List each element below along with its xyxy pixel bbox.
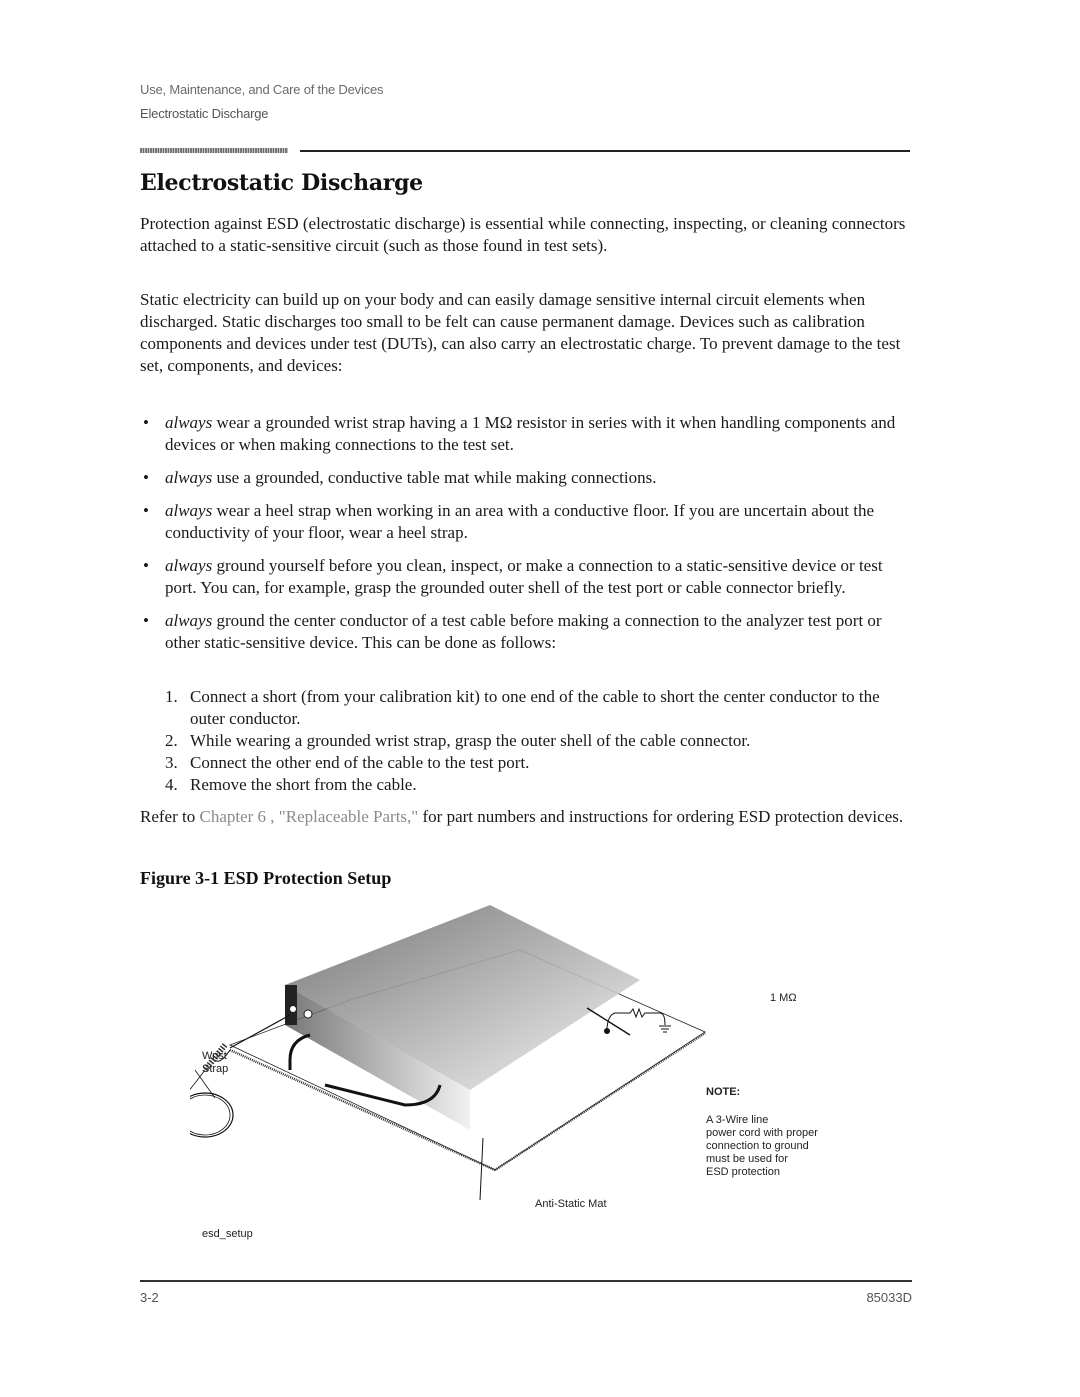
step-number: 4.: [165, 775, 178, 794]
resistor-label: 1 MΩ: [770, 992, 797, 1004]
bullet-icon: •: [143, 501, 149, 520]
bullet-icon: •: [143, 611, 149, 630]
footer-rule: [140, 1280, 912, 1282]
figure-title: Figure 3-1 ESD Protection Setup: [140, 868, 392, 888]
step-item: [165, 752, 915, 774]
bullet-icon: •: [143, 556, 149, 575]
emphasis: always: [165, 556, 213, 575]
note-line: must be used for: [706, 1153, 788, 1165]
bullet-icon: •: [143, 468, 149, 487]
step-number: 2.: [165, 731, 178, 750]
wrist-strap-label: [202, 1050, 228, 1076]
running-header-section: Electrostatic Discharge: [140, 106, 269, 121]
note-heading: NOTE:: [706, 1086, 741, 1098]
step-text: Connect a short (from your calibration kit) to one end of the cable to short the center conductor to the outer conductor.: [190, 687, 880, 728]
step-text: Connect the other end of the cable to the test port.: [190, 753, 530, 772]
refer-suffix: for part numbers and instructions for ordering ESD protection devices.: [418, 807, 904, 826]
note-line: connection to ground: [706, 1140, 809, 1152]
step-number: 1.: [165, 687, 178, 706]
header-rule: [300, 150, 910, 152]
figure-file-id: esd_setup: [202, 1228, 253, 1240]
step-item: [165, 686, 915, 730]
emphasis: always: [165, 413, 213, 432]
chapter-cross-reference-link[interactable]: Chapter 6 , "Replaceable Parts,": [199, 807, 419, 826]
list-item: [140, 500, 915, 544]
list-item: [140, 555, 915, 599]
item-text: wear a heel strap when working in an area with a conductive floor. If you are uncertain about the conductivity of your floor, wear a heel strap.: [165, 501, 875, 542]
item-text: ground yourself before you clean, inspect, or make a connection to a static-sensitive device or test port. You can, for example, grasp the grounded outer shell of the test port or cable connector briefly.: [165, 556, 883, 597]
device-top: [285, 905, 640, 1090]
static-paragraph: Static electricity can build up on your body and can easily damage sensitive internal circuit elements when discharged. Static discharges too small to be felt can cause permanent damage. Devices such as calibration components and devices under test (DUTs), can also carry an electrostatic charge. To prevent damage to the test set, components, and devices:: [140, 290, 901, 375]
note-text: [706, 1114, 818, 1179]
grounding-steps: [165, 686, 915, 796]
note-line: A 3-Wire line: [706, 1114, 769, 1126]
refer-paragraph: [140, 806, 915, 828]
esd-setup-figure: [190, 900, 890, 1250]
emphasis: always: [165, 501, 213, 520]
list-item: [140, 467, 915, 489]
step-number: 3.: [165, 753, 178, 772]
page-number: 3-2: [140, 1290, 159, 1305]
emphasis: always: [165, 611, 213, 630]
intro-paragraph: Protection against ESD (electrostatic discharge) is essential while connecting, inspecting, or cleaning connectors attached to a static-sensitive circuit (such as those found in test sets).: [140, 214, 906, 255]
refer-prefix: Refer to: [140, 807, 200, 826]
bullet-icon: •: [143, 413, 149, 432]
item-text: use a grounded, conductive table mat while making connections.: [212, 468, 657, 487]
step-item: [165, 774, 915, 796]
page-title: Electrostatic Discharge: [140, 170, 423, 196]
model-number: 85033D: [866, 1290, 912, 1305]
item-text: ground the center conductor of a test cable before making a connection to the analyzer test port or other static-sensitive device. This can be done as follows:: [165, 611, 882, 652]
header-hatch-rule: [140, 148, 288, 153]
anti-static-mat-label: Anti-Static Mat: [535, 1198, 607, 1210]
list-item: [140, 610, 915, 654]
step-text: While wearing a grounded wrist strap, grasp the outer shell of the cable connector.: [190, 731, 751, 750]
note-line: power cord with proper: [706, 1127, 818, 1139]
emphasis: always: [165, 468, 213, 487]
label-line: Strap: [202, 1063, 229, 1075]
note-line: ESD protection: [706, 1166, 780, 1178]
precautions-list: [140, 412, 915, 665]
step-item: [165, 730, 915, 752]
step-text: Remove the short from the cable.: [190, 775, 417, 794]
item-text: wear a grounded wrist strap having a 1 MΩ resistor in series with it when handling components and devices or when making connections to the test set.: [165, 413, 896, 454]
running-header-chapter: Use, Maintenance, and Care of the Devices: [140, 82, 384, 97]
list-item: [140, 412, 915, 456]
label-line: Wrist: [202, 1050, 227, 1062]
